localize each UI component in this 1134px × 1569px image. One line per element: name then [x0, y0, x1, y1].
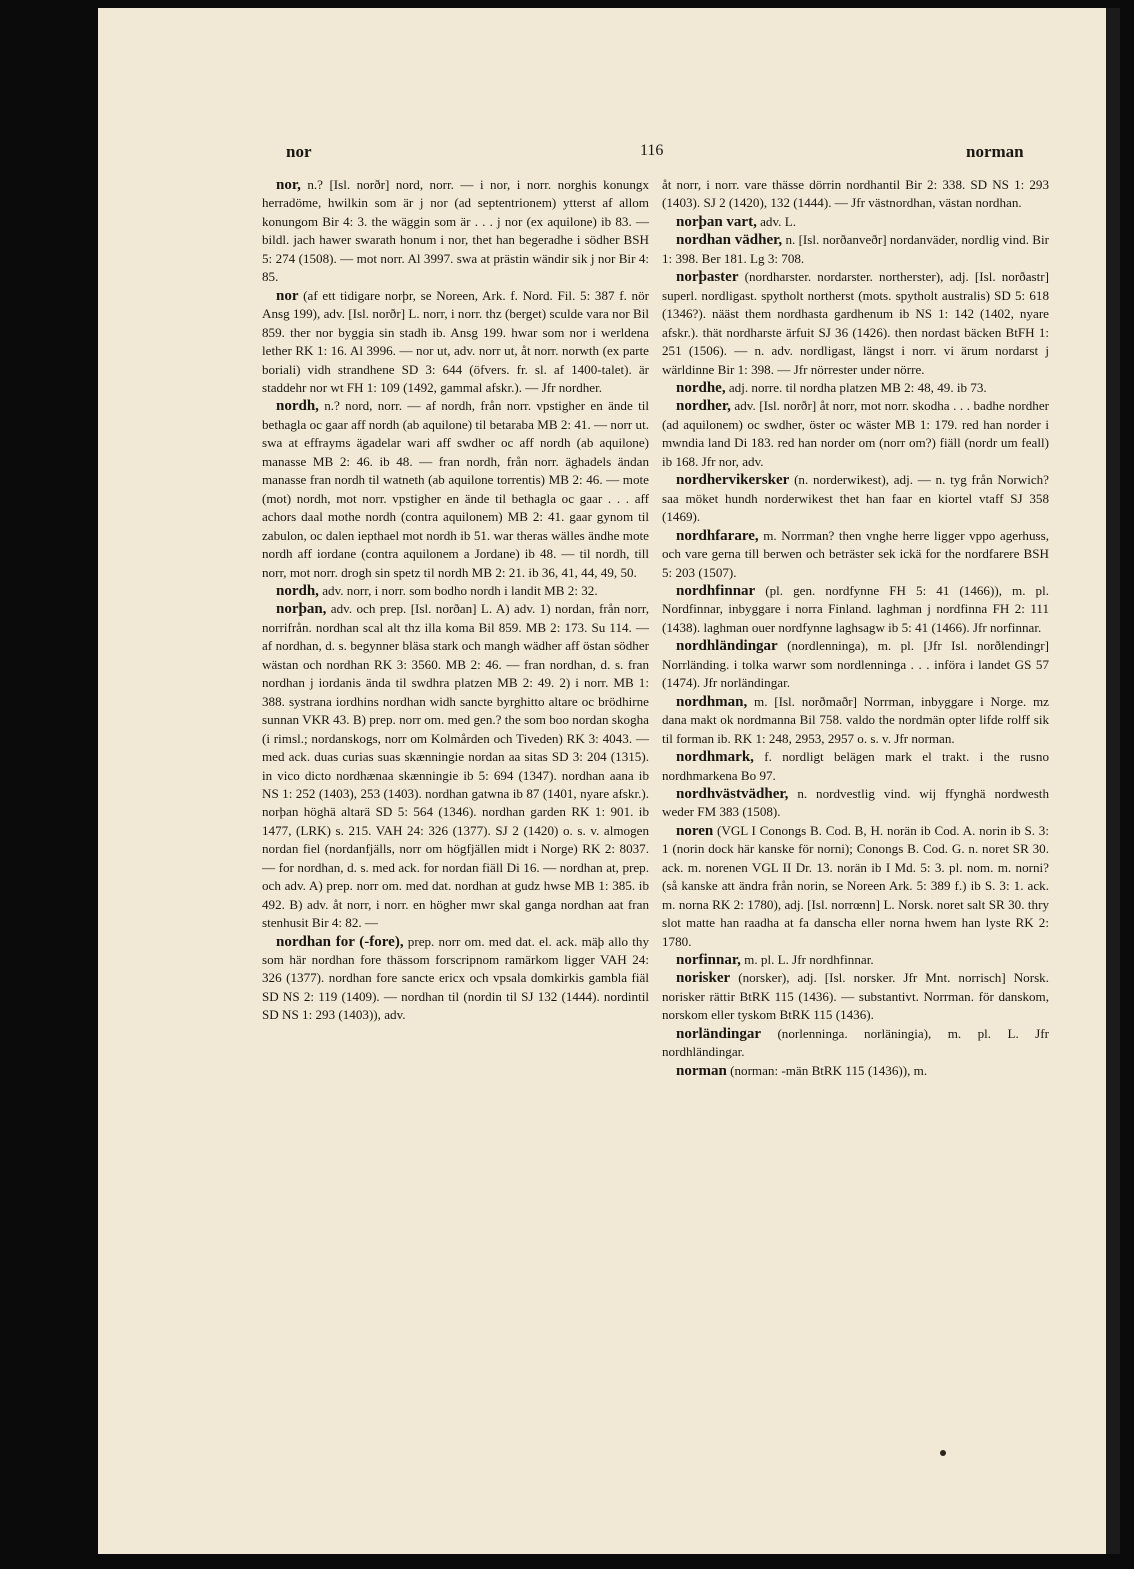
entry-headword: nordher, — [676, 398, 731, 415]
entry-body: m. pl. L. Jfr nordhfinnar. — [740, 952, 874, 968]
entry-headword: nordhmark, — [676, 749, 754, 766]
entry-headword: nordhervikersker — [676, 472, 790, 489]
dictionary-entry — [662, 748, 1049, 785]
entry-body: n. nordvestlig vind. wij ffynghä nordwesth weder FM 383 (1508). — [662, 785, 1049, 820]
dictionary-entry — [662, 785, 1049, 822]
entry-headword: nordh, — [276, 398, 319, 415]
entry-body: (pl. gen. nordfynne FH 5: 41 (1466)), m. pl. Nordfinnar, inbyggare i norra Finland. laghman j nordfinna FH 2: 111 (1438). laghman ouer nordfynne laghsagw ib 5: 41 (1466). Jfr norfinnar. — [662, 582, 1049, 635]
dictionary-entry — [262, 582, 649, 600]
entry-body: (norsker), adj. [Isl. norsker. Jfr Mnt. norrisch] Norsk. norisker rättir BtRK 115 (1436). — substantivt. Norrman. för danskom, norskom eller tyskom BtRK 115 (1436). — [662, 970, 1049, 1023]
dictionary-entry — [262, 397, 649, 582]
left-column — [262, 176, 649, 1025]
running-head-right: norman — [966, 142, 1024, 161]
entry-body: n. [Isl. norðanveðr] nordanväder, nordlig vind. Bir 1: 398. Ber 181. Lg 3: 708. — [662, 232, 1049, 266]
entry-headword: norþan, — [276, 601, 327, 618]
running-head-left: nor — [286, 142, 312, 161]
entry-headword: norþan vart, — [676, 213, 757, 230]
dictionary-entry — [262, 933, 649, 1025]
entry-body: adv. norr, i norr. som bodho nordh i landit MB 2: 32. — [318, 582, 598, 598]
page-number: 116 — [640, 142, 664, 159]
entry-body: m. [Isl. norðmaðr] Norrman, inbyggare i Norge. mz dana makt ok nordmanna Bil 758. valdo the nordmän opter lifde rolff sik til forman ib. RK 1: 248, 2953, 2957 o. s. v. Jfr norman. — [662, 693, 1049, 746]
entry-body: (nordlenninga), m. pl. [Jfr Isl. norðlendingr] Norrländing. i tolka warwr som nordlenninga . . . införa i landet GS 57 (1474). Jfr norländingar. — [662, 638, 1049, 691]
entry-body: (nordharster. nordarster. northerster), adj. [Isl. norðastr] superl. nordligast. spytholt northerst (mots. spytholt australis) SD 5: 618 (1346?). nääst them nordhasta gardhenum ib NS 1: 142 (1402, nyare afskr.). thät nordharste ärfuit SJ 36 (1426). then nordast bäcken BtFH 1: 251 (1506). — n. adv. nordligast, längst i norr. vi ärum nordarst j wärldinne Bir 1: 398. — Jfr nörrester under nörre. — [662, 269, 1049, 377]
dictionary-entry — [262, 176, 649, 287]
dictionary-entry — [662, 969, 1049, 1024]
entry-body: (norman: -män BtRK 115 (1436)), m. — [726, 1062, 928, 1078]
dictionary-entry — [662, 231, 1049, 268]
entry-headword: norländingar — [676, 1025, 762, 1042]
entry-body: (af ett tidigare norþr, se Noreen, Ark. f. Nord. Fil. 5: 387 f. nör Ansg 199), adv. [Isl. norðr] L. norr, i norr. thz (berget) sculde vara nor Bil 859. ther nor byggia sin stadh ib. Ansg 199. hwar som nor i werldena lether RK 1: 16. Al 3996. — nor ut, adv. norr ut, åt norr. norwth (ex parte boriali) vidh strandhene SD 3: 644 (öfvers. fr. sl. af 1400-talet). är staddehr nor wt FH 1: 109 (1492, gammal afskr.). — Jfr nordher. — [262, 287, 649, 395]
entry-body: åt norr, i norr. vare thässe dörrin nordhantil Bir 2: 338. SD NS 1: 293 (1403). SJ 2 (1420), 132 (1444). — Jfr västnordhan, västan nordhan. — [662, 177, 1049, 211]
entry-body: (n. norderwikest), adj. — n. tyg från Norwich? saa möket hundh norderwikest thet han faar en kiortel vtaff SJ 358 (1469). — [662, 472, 1049, 525]
entry-headword: nordh, — [276, 582, 319, 599]
entry-body: m. Norrman? then vnghe herre ligger vppo agerhuss, och vare gerna till berwen och beträster sek ickä for the nordfarere BSH 5: 203 (1507). — [662, 527, 1049, 580]
entry-headword: nor — [276, 287, 299, 304]
entry-headword: norman — [676, 1062, 727, 1079]
dictionary-entry — [662, 693, 1049, 748]
page-edge-shadow — [1106, 8, 1120, 1554]
entry-body: (VGL I Conongs B. Cod. B, H. norän ib Cod. A. norin ib S. 3: 1 (norin dock här kanske för norni); Conongs B. Cod. G. n. noret SR 30. ack. m. norenen VGL II Dr. 13. norän ib I Md. 5: 3. pl. nom. m. norni? (så kanske att ändra från norin, se Noreen Ark. 5: 389 f.) ib S. 3: 1. ack. m. norna RK 2: 1780), adj. [Isl. norrœnn] L. Norsk. noret salt SR 30. thry slot matte han raadha at fa danscha eller norna hwem han lyste RK 2: 1780. — [662, 822, 1049, 949]
dictionary-entry — [662, 397, 1049, 471]
entry-headword: norisker — [676, 970, 731, 987]
entry-headword: nordhan vädher, — [676, 232, 783, 249]
entry-headword: nordhan for (-fore), — [276, 933, 404, 950]
right-column — [662, 176, 1049, 1080]
entry-body: adv. L. — [756, 213, 796, 229]
entry-headword: nordhvästvädher, — [676, 785, 789, 802]
dictionary-entry — [662, 471, 1049, 526]
dictionary-entry-continued — [662, 176, 1049, 213]
dictionary-entry — [662, 213, 1049, 231]
page-bullet-mark — [940, 1450, 946, 1456]
dictionary-entry — [662, 1062, 1049, 1080]
entry-body: adv. [Isl. norðr] åt norr, mot norr. skodha . . . badhe nordher (ad aquilonem) oc swdher, öster oc wäster MB 1: 179. red han norder i mwndia land Di 183. red han norder om (norr om?) fiäll (nordr um feall) ib 168. Jfr nor, adv. — [662, 398, 1049, 469]
dictionary-entry — [662, 527, 1049, 582]
dictionary-entry — [262, 287, 649, 398]
entry-headword: nordhfarare, — [676, 527, 759, 544]
dictionary-entry — [662, 637, 1049, 692]
entry-headword: noren — [676, 822, 714, 839]
entry-headword: norfinnar, — [676, 952, 741, 969]
dictionary-entry — [662, 951, 1049, 969]
entry-body: adv. och prep. [Isl. norðan] L. A) adv. 1) nordan, från norr, norrifrån. nordhan scal alt thz illa koma Bil 859. MB 2: 173. Su 114. — af nordhan, d. s. begynner bläsa stark och mangh wädher aff östan södher wästan och nordhan RK 3: 3560. MB 2: 46. — fran nordhan, d. s. fran nordhan j iordanis ända til swdhra platzen MB 2: 49. 2) i norr. MB 1: 388. systrana iordhins nordhan widh sancte byrghitto altare oc brödhirne sunnan VKR 43. B) prep. norr om. med gen.? the som boo nordan skogha (i rimsl.; nordanskogs, norr om Kolmården och Tiveden) RK 3: 4043. — med ack. duas curias suas skænningie nordan aa sitas SD 3: 204 (1315). in vico dicto nordhænaa skænningie ib 5: 694 (1347). nordhan aana ib NS 1: 252 (1403), 253 (1403). nordhan gatwna ib 87 (1401, nyare afskr.). norþan höghä altarä SD 5: 564 (1346). nordhan garden RK 1: 901. ib 1477, (LRK) s. 215. VAH 24: 326 (1377). SJ 2 (1420) o. s. v. almogen nordan fiel (nordanfjälls, norr om högfjällen midt i Norge) RK 2: 8037. — for nordhan, d. s. med ack. for nordan fiäll Di 16. — nordhan at, prep. och adv. A) prep. norr om. med dat. nordhan at gudz hwse MB 1: 385. ib 492. B) adv. åt norr, i norr. en högher mwr skal ganga nordhan aat fran stenhusit Bir 4: 82. — — [262, 601, 649, 931]
dictionary-entry — [662, 268, 1049, 379]
entry-headword: nordhländingar — [676, 638, 778, 655]
entry-body: n.? [Isl. norðr] nord, norr. — i nor, i norr. norghis konungx herradöme, hwilkin som är j nor (ad septentrionem) ytterst af allom konungom Bir 4: 3. the wäggin som är . . . j nor (ex aquilone) ib 83. — bildl. jach hawer swarath honum i nor, thet han begeradhe i södher BSH 5: 274 (1508). — mot norr. Al 3997. swa at prästin wändir sik j nor Bir 4: 85. — [262, 177, 649, 285]
entry-body: n.? nord, norr. — af nordh, från norr. vpstigher en ände til bethagla oc gaar aff nordh (ab aquilone) til betaraba MB 2: 41. — norr ut. swa at effrayms ägadelar wari aff swdher oc aff nordh (ab aquilone) manasse MB 2: 46. ib 48. — fran nordh, från norr. äghadels ändan manasse fran nordh til watneth (ab aquilone torrentis) MB 2: 46. — mote (mot) nordh, mot norr. vpstigher en ände til bethagla oc gaar . . . aff achors daal mothe nordh (contra aquilonem) MB 2: 41. gaar gynom til zabulon, oc dalen iepthael mot nordh ib 51. war theras wälles ändhe mote nordh aff iordane (contra aquilonem a Jordane) ib 48. — til nordh, till norr, mot norr. drogh sin spetz til nordh MB 2: 21. ib 36, 41, 44, 49, 50. — [262, 398, 649, 580]
dictionary-entry — [662, 582, 1049, 637]
dictionary-entry — [662, 379, 1049, 397]
dictionary-entry — [662, 1025, 1049, 1062]
entry-headword: nor, — [276, 177, 301, 193]
dictionary-entry — [262, 600, 649, 932]
entry-body: prep. norr om. med dat. el. ack. mäþ allo thy som här nordhan fore thässom forscripnom ramärkom ligger VAH 24: 326 (1377). nordhan fore sancte ericx och vpsala domkirkis gambla fiäl SD NS 2: 119 (1409). — nordhan til (nordin til SJ 132 (1444). nordintil SD NS 1: 293 (1403)), adv. — [262, 933, 649, 1023]
dictionary-entry — [662, 822, 1049, 951]
entry-headword: nordhman, — [676, 693, 748, 710]
entry-headword: nordhfinnar — [676, 582, 756, 599]
entry-headword: nordhe, — [676, 379, 726, 396]
entry-body: adj. norre. til nordha platzen MB 2: 48, 49. ib 73. — [725, 379, 987, 395]
entry-headword: norþaster — [676, 269, 739, 286]
entry-body: (norlenninga. norläningia), m. pl. L. Jfr nordhländingar. — [662, 1025, 1049, 1060]
entry-body: f. nordligt belägen mark el trakt. i the rusno nordhmarkena Bo 97. — [662, 749, 1049, 783]
